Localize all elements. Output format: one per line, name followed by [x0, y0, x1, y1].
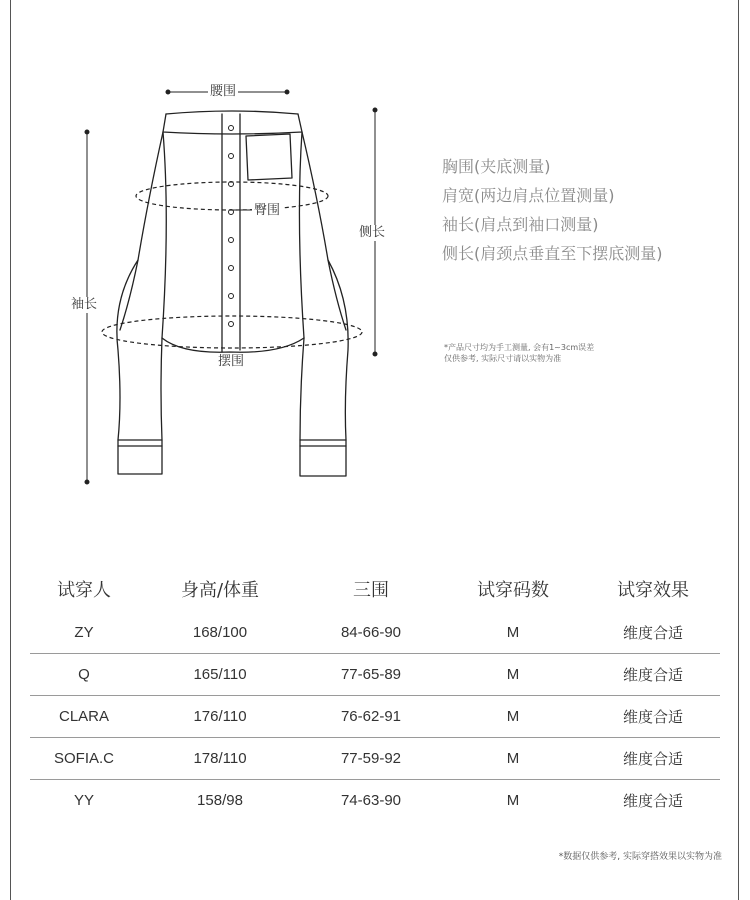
data-footnote: *数据仅供参考, 实际穿搭效果以实物为准	[558, 852, 722, 862]
cell-fit: 维度合适	[622, 709, 683, 726]
cell-measurements: 74-63-90	[340, 792, 402, 809]
table-row	[30, 738, 720, 780]
header-fit: 试穿效果	[617, 580, 689, 601]
cell-size: M	[506, 708, 520, 725]
note-sleeve: 袖长(肩点到袖口测量)	[442, 215, 599, 234]
table-row	[30, 612, 720, 654]
sleeve-length-label: 袖长	[71, 297, 98, 312]
cell-height-weight: 158/98	[197, 792, 243, 809]
cell-fit: 维度合适	[622, 751, 683, 768]
side-length-label: 侧长	[359, 225, 386, 240]
cell-measurements: 84-66-90	[340, 624, 402, 641]
cell-size: M	[506, 750, 520, 767]
cell-tester: CLARA	[58, 708, 110, 725]
cell-size: M	[506, 666, 520, 683]
header-measurements: 三围	[353, 580, 389, 601]
cell-size: M	[506, 624, 520, 641]
cell-measurements: 76-62-91	[340, 708, 402, 725]
cell-fit: 维度合适	[622, 625, 683, 642]
hip-label: 臀围	[254, 203, 281, 218]
cell-height-weight: 178/110	[193, 750, 247, 767]
measurement-disclaimer: *产品尺寸均为手工测量, 会有1~3cm误差 仅供参考, 实际尺寸请以实物为准	[444, 343, 595, 363]
measurement-notes	[442, 152, 663, 268]
try-on-table	[30, 566, 720, 821]
cell-tester: Q	[78, 666, 90, 683]
cell-fit: 维度合适	[622, 793, 683, 810]
table-row	[30, 780, 720, 821]
note-shoulder: 肩宽(两边肩点位置测量)	[442, 186, 615, 205]
cell-height-weight: 176/110	[193, 708, 247, 725]
cell-measurements: 77-65-89	[340, 666, 402, 683]
cell-height-weight: 165/110	[193, 666, 247, 683]
table-row	[30, 654, 720, 696]
hem-label: 摆围	[218, 354, 245, 369]
cell-tester: SOFIA.C	[53, 750, 114, 767]
table-row	[30, 696, 720, 738]
header-height-weight: 身高/体重	[180, 580, 260, 601]
note-side-length: 侧长(肩颈点垂直至下摆底测量)	[442, 244, 663, 263]
cell-measurements: 77-59-92	[340, 750, 402, 767]
waist-label: 腰围	[210, 84, 237, 99]
header-tester: 试穿人	[57, 580, 111, 601]
cell-tester: YY	[73, 792, 94, 809]
cell-height-weight: 168/100	[192, 624, 248, 641]
header-size: 试穿码数	[477, 580, 549, 601]
cell-size: M	[506, 792, 520, 809]
note-chest: 胸围(夹底测量)	[442, 157, 551, 176]
table-header-row	[30, 566, 720, 612]
cell-tester: ZY	[74, 624, 94, 641]
cell-fit: 维度合适	[622, 667, 683, 684]
